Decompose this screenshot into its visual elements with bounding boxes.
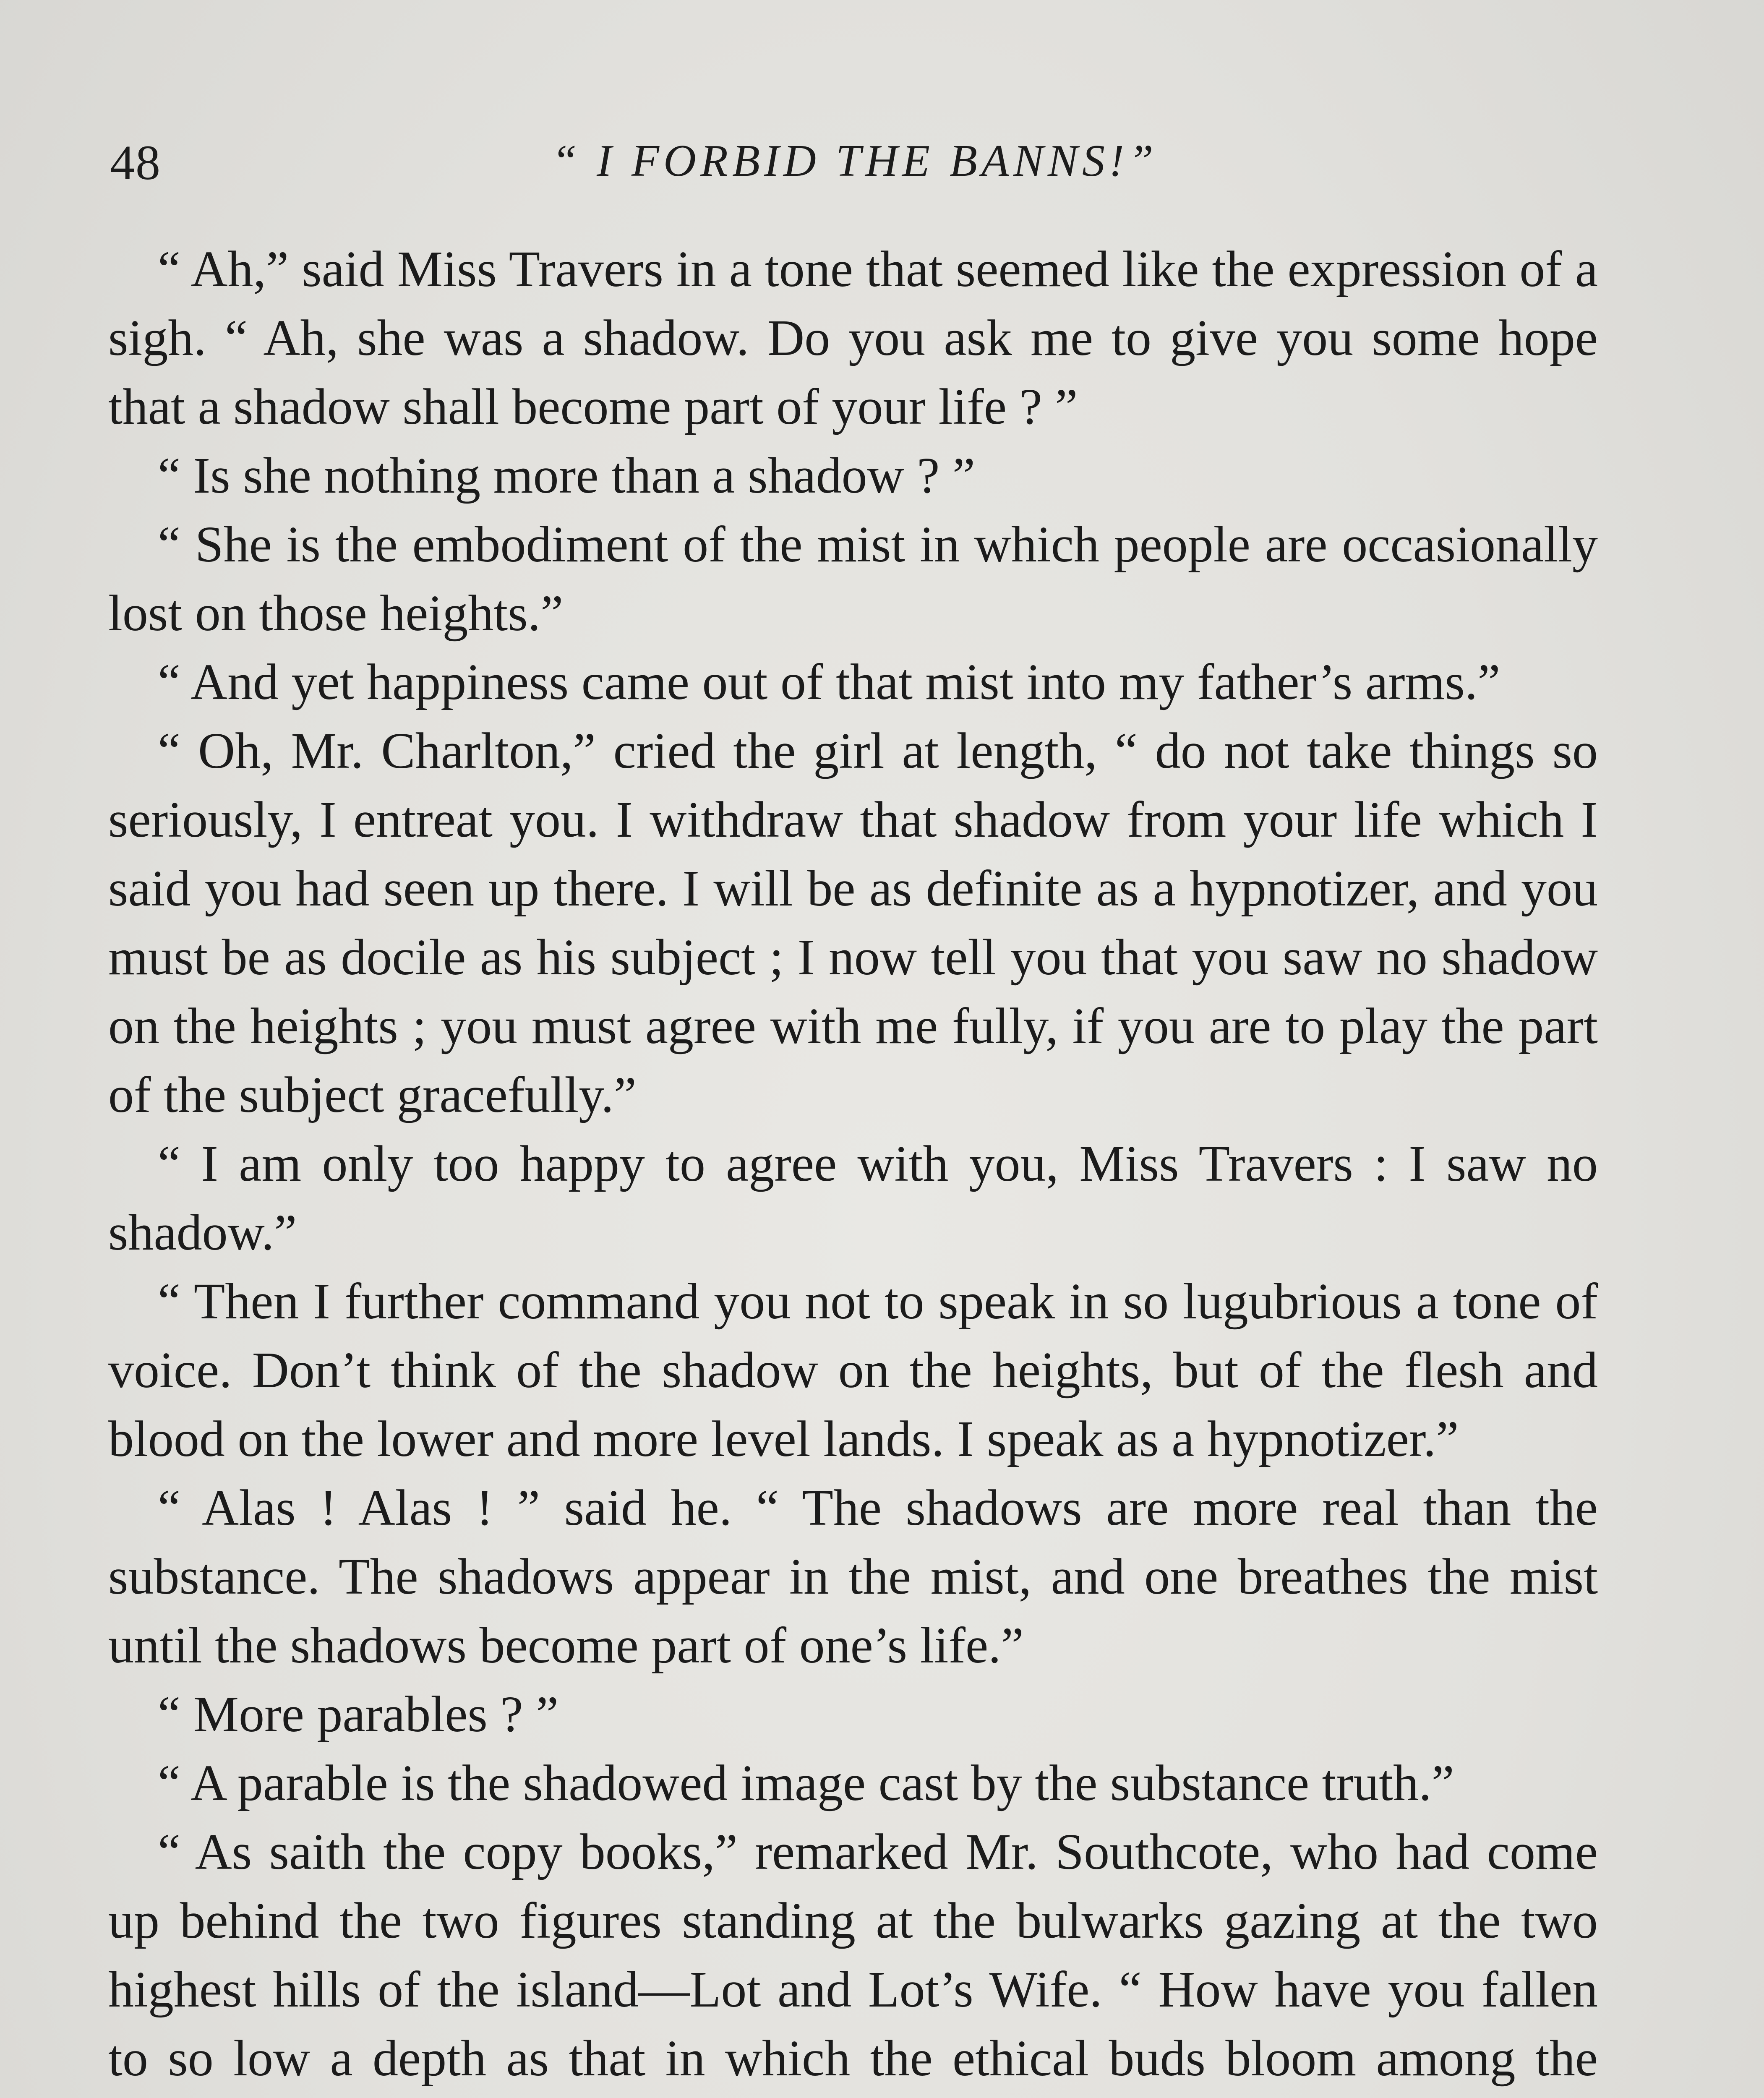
paragraph: “ She is the embodiment of the mist in which people are occasionally lost on those heights.” [108,516,1598,642]
page-number: 48 [110,135,161,190]
running-title: “ I FORBID THE BANNS!” [552,136,1158,186]
page-header [110,126,1600,210]
paragraph: “ I am only too happy to agree with you, Miss Travers : I saw no shadow.” [108,1135,1598,1261]
paragraph: “ Is she nothing more than a shadow ? ” [158,447,976,504]
paragraph: “ And yet happiness came out of that mist into my father’s arms.” [158,654,1500,710]
paragraph: “ A parable is the shadowed image cast by the substance truth.” [158,1755,1454,1811]
paragraph: “ Alas ! Alas ! ” said he. “ The shadows are more real than the substance. The shadows appear in the mist, and one breathes the mist until the shadows become part of one’s life.” [108,1480,1598,1674]
paragraph: “ Ah,” said Miss Travers in a tone that seemed like the expression of a sigh. “ Ah, she was a shadow. Do you ask me to give you some hope that a shadow shall become part of your life ? ” [108,241,1598,435]
paragraph: “ As saith the copy books,” remarked Mr. Southcote, who had come up behind the two figures standing at the bulwarks gazing at the two highest hills of the island—Lot and Lot’s Wife. “ How have you fallen to so low a depth as that in which the ethical buds bloom among the [108,1824,1598,2087]
paragraph: “ Oh, Mr. Charlton,” cried the girl at length, “ do not take things so seriously, I entreat you. I withdraw that shadow from your life which I said you had seen up there. I will be as definite as a hypnotizer, and you must be as docile as his subject ; I now tell you that you saw no shadow on the heights ; you must agree with me fully, if you are to play the part of the subject gracefully.” [108,723,1598,1123]
paragraph: “ More parables ? ” [158,1686,559,1743]
body-text [108,235,1598,2098]
paragraph: “ Then I further command you not to speak in so lugubrious a tone of voice. Don’t think of the shadow on the heights, but of the flesh and blood on the lower and more level lands. I speak as a hypnotizer.” [108,1273,1598,1467]
